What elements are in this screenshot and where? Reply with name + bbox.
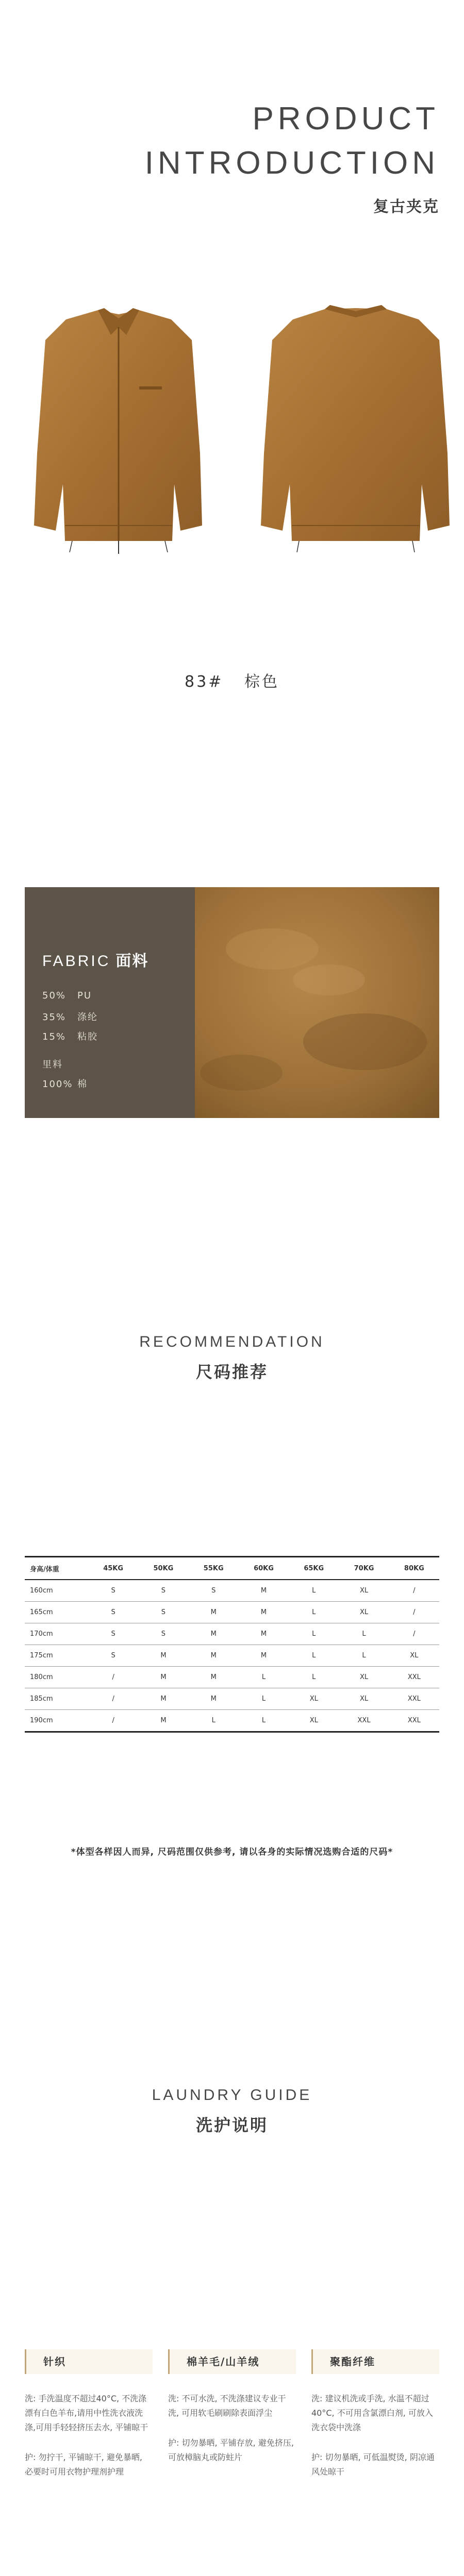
- laundry-card-title: 聚酯纤维: [330, 2355, 375, 2368]
- laundry-title-en: LAUNDRY GUIDE: [152, 2087, 312, 2104]
- table-cell: XXL: [339, 1710, 389, 1732]
- fabric-material: 涤纶: [77, 1012, 98, 1023]
- table-cell: XL: [289, 1688, 339, 1710]
- laundry-care-text: 护: 切勿暴晒, 平铺存放, 避免挤压, 可放樟脑丸或防蛀片: [168, 2438, 294, 2462]
- lining-line: [42, 1077, 88, 1090]
- color-label: [0, 669, 464, 691]
- table-cell: XL: [289, 1710, 339, 1732]
- table-cell: 185cm: [25, 1688, 88, 1710]
- product-name: 复古夹克: [373, 198, 439, 216]
- table-cell: L: [289, 1580, 339, 1602]
- table-row: [25, 1602, 439, 1623]
- table-cell: XL: [389, 1645, 439, 1667]
- lining-material: 棉: [77, 1079, 88, 1090]
- laundry-card-tag: [311, 2349, 439, 2374]
- table-cell: S: [138, 1580, 188, 1602]
- table-cell: L: [339, 1645, 389, 1667]
- table-cell: L: [289, 1602, 339, 1623]
- color-code: 83#: [185, 673, 224, 691]
- table-cell: L: [289, 1645, 339, 1667]
- table-cell: M: [138, 1710, 188, 1732]
- header-cell: 50KG: [138, 1557, 188, 1580]
- fabric-material: 粘胶: [77, 1031, 98, 1042]
- jacket-front-image: [34, 308, 202, 554]
- table-cell: L: [239, 1667, 289, 1688]
- color-name: 棕色: [244, 673, 279, 691]
- header-cell: 55KG: [189, 1557, 239, 1580]
- intro-title-line2: INTRODUCTION: [144, 145, 439, 181]
- table-cell: XL: [339, 1688, 389, 1710]
- table-cell: M: [239, 1645, 289, 1667]
- laundry-care-text: 护: 切勿暴晒, 可低温熨烫, 阴凉通风处晾干: [311, 2452, 435, 2477]
- table-row: [25, 1688, 439, 1710]
- jacket-back-image: [261, 305, 450, 552]
- table-row: [25, 1580, 439, 1602]
- laundry-care-text: 护: 勿拧干, 平铺晾干, 避免暴晒, 必要时可用衣物护理剂护理: [25, 2452, 142, 2477]
- table-cell: M: [189, 1688, 239, 1710]
- table-cell: /: [389, 1580, 439, 1602]
- laundry-card-tag: [25, 2349, 153, 2374]
- header-cell: 60KG: [239, 1557, 289, 1580]
- table-cell: L: [189, 1710, 239, 1732]
- table-cell: M: [138, 1667, 188, 1688]
- table-cell: /: [88, 1688, 138, 1710]
- table-cell: XL: [339, 1602, 389, 1623]
- laundry-title-cn: 洗护说明: [195, 2115, 268, 2135]
- table-cell: XXL: [389, 1688, 439, 1710]
- laundry-card-title: 棉羊毛/山羊绒: [187, 2355, 260, 2368]
- table-cell: M: [239, 1602, 289, 1623]
- table-row: [25, 1623, 439, 1645]
- laundry-wash-text: 洗: 不可水洗, 不洗涤建议专业干洗, 可用软毛刷刷除表面浮尘: [168, 2394, 286, 2418]
- table-cell: M: [239, 1580, 289, 1602]
- table-row: [25, 1667, 439, 1688]
- table-cell: S: [88, 1580, 138, 1602]
- table-cell: S: [88, 1623, 138, 1645]
- laundry-card-tag: [168, 2349, 296, 2374]
- table-cell: XXL: [389, 1667, 439, 1688]
- table-cell: 170cm: [25, 1623, 88, 1645]
- intro-title: [145, 97, 439, 185]
- fabric-panel: [25, 887, 195, 1118]
- laundry-card: [311, 2349, 439, 2479]
- laundry-card: [168, 2349, 296, 2465]
- fabric-percent: 35%: [42, 1012, 67, 1023]
- lining-label: 里料: [42, 1059, 63, 1070]
- header-cell: 65KG: [289, 1557, 339, 1580]
- table-cell: /: [88, 1667, 138, 1688]
- table-cell: XL: [339, 1580, 389, 1602]
- table-cell: M: [189, 1667, 239, 1688]
- intro-title-line1: PRODUCT: [252, 101, 439, 137]
- fabric-percent: 15%: [42, 1031, 67, 1042]
- table-cell: L: [239, 1688, 289, 1710]
- size-table: [25, 1556, 439, 1733]
- table-cell: S: [88, 1645, 138, 1667]
- table-cell: /: [389, 1623, 439, 1645]
- fabric-label-cn: 面料: [115, 952, 149, 970]
- table-cell: M: [138, 1645, 188, 1667]
- lining-percent: 100%: [42, 1079, 73, 1090]
- fabric-percent: 50%: [42, 990, 67, 1001]
- fabric-line: [42, 1029, 98, 1043]
- table-cell: M: [138, 1688, 188, 1710]
- fabric-label-en: FABRIC: [42, 953, 111, 970]
- table-cell: L: [289, 1667, 339, 1688]
- table-cell: XL: [339, 1667, 389, 1688]
- table-cell: M: [189, 1645, 239, 1667]
- header-cell: 45KG: [88, 1557, 138, 1580]
- laundry-wash-text: 洗: 建议机洗或手洗, 水温不超过40°C, 不可用含氯漂白剂, 可放入洗衣袋中洗涤: [311, 2394, 433, 2432]
- table-cell: S: [138, 1602, 188, 1623]
- table-row: [25, 1645, 439, 1667]
- fabric-texture-image: [195, 887, 439, 1118]
- size-table-header: [25, 1557, 439, 1580]
- recommendation-title-cn: 尺码推荐: [195, 1362, 268, 1382]
- table-cell: 190cm: [25, 1710, 88, 1732]
- fabric-line: [42, 990, 92, 1001]
- table-cell: S: [88, 1602, 138, 1623]
- table-cell: 165cm: [25, 1602, 88, 1623]
- table-cell: 160cm: [25, 1580, 88, 1602]
- table-cell: M: [189, 1602, 239, 1623]
- header-cell: 70KG: [339, 1557, 389, 1580]
- table-cell: S: [189, 1580, 239, 1602]
- size-note: *体型各样因人而异, 尺码范围仅供参考, 请以各身的实际情况选购合适的尺码*: [71, 1847, 393, 1857]
- table-cell: L: [339, 1623, 389, 1645]
- table-cell: M: [239, 1623, 289, 1645]
- laundry-card-title: 针织: [43, 2355, 66, 2368]
- table-cell: /: [389, 1602, 439, 1623]
- header-cell: 身高/体重: [25, 1557, 88, 1580]
- laundry-card: [25, 2349, 153, 2479]
- table-cell: /: [88, 1710, 138, 1732]
- table-cell: L: [239, 1710, 289, 1732]
- table-cell: L: [289, 1623, 339, 1645]
- header-cell: 80KG: [389, 1557, 439, 1580]
- recommendation-title-en: RECOMMENDATION: [139, 1333, 325, 1350]
- table-cell: XXL: [389, 1710, 439, 1732]
- jacket-photos: [0, 299, 464, 587]
- table-cell: 175cm: [25, 1645, 88, 1667]
- table-row: [25, 1710, 439, 1732]
- fabric-heading: [42, 948, 148, 971]
- table-cell: 180cm: [25, 1667, 88, 1688]
- fabric-line: [42, 1010, 98, 1023]
- table-cell: S: [138, 1623, 188, 1645]
- table-cell: M: [189, 1623, 239, 1645]
- laundry-wash-text: 洗: 手洗温度不超过40°C, 不洗涤漂有白色羊布,请用中性洗衣液洗涤,可用手轻轻挤压去水, 平铺晾干: [25, 2394, 148, 2432]
- fabric-material: PU: [77, 990, 92, 1001]
